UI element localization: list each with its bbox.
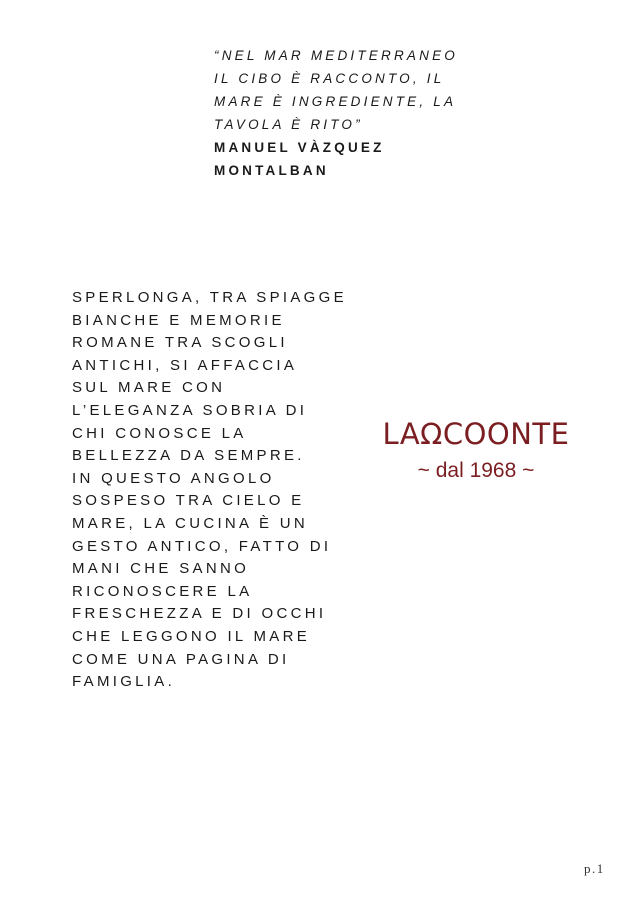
paragraph-line: ROMANE TRA SCOGLI [72,334,288,352]
quote-line: “NEL MAR MEDITERRANEO [214,48,458,63]
logo-since: ~ dal 1968 ~ [417,459,535,482]
paragraph-line: CHI CONOSCE LA [72,424,247,442]
page-number: p.1 [584,861,605,876]
quote-author-line: MONTALBAN [214,163,329,178]
paragraph-line: RICONOSCERE LA [72,582,253,600]
restaurant-logo [364,412,588,486]
logo-name: LAΩCOONTE [382,417,570,451]
paragraph-line: CHE LEGGONO IL MARE [72,627,311,645]
paragraph-line: COME UNA PAGINA DI [72,650,290,668]
paragraph-line: MANI CHE SANNO [72,560,250,578]
quote-line: MARE È INGREDIENTE, LA [214,94,457,109]
paragraph-line: L’ELEGANZA SOBRIA DI [72,401,308,419]
paragraph-line: FAMIGLIA. [72,673,176,691]
quote-line: TAVOLA È RITO” [214,117,363,132]
paragraph-line: SOSPESO TRA CIELO E [72,492,305,510]
paragraph-line: MARE, LA CUCINA È UN [72,514,309,532]
paragraph-line: ANTICHI, SI AFFACCIA [72,356,298,374]
paragraph-line: FRESCHEZZA E DI OCCHI [72,605,327,623]
quote-line: IL CIBO È RACCONTO, IL [214,71,445,86]
epigraph-quote [214,44,514,182]
paragraph-line: IN QUESTO ANGOLO [72,469,275,487]
intro-paragraph [72,287,362,694]
quote-author-line: MANUEL VÀZQUEZ [214,140,385,155]
paragraph-line: SPERLONGA, TRA SPIAGGE [72,289,347,306]
paragraph-line: GESTO ANTICO, FATTO DI [72,537,332,555]
paragraph-line: BELLEZZA DA SEMPRE. [72,447,305,465]
paragraph-line: SUL MARE CON [72,379,226,397]
paragraph-line: BIANCHE E MEMORIE [72,311,285,329]
